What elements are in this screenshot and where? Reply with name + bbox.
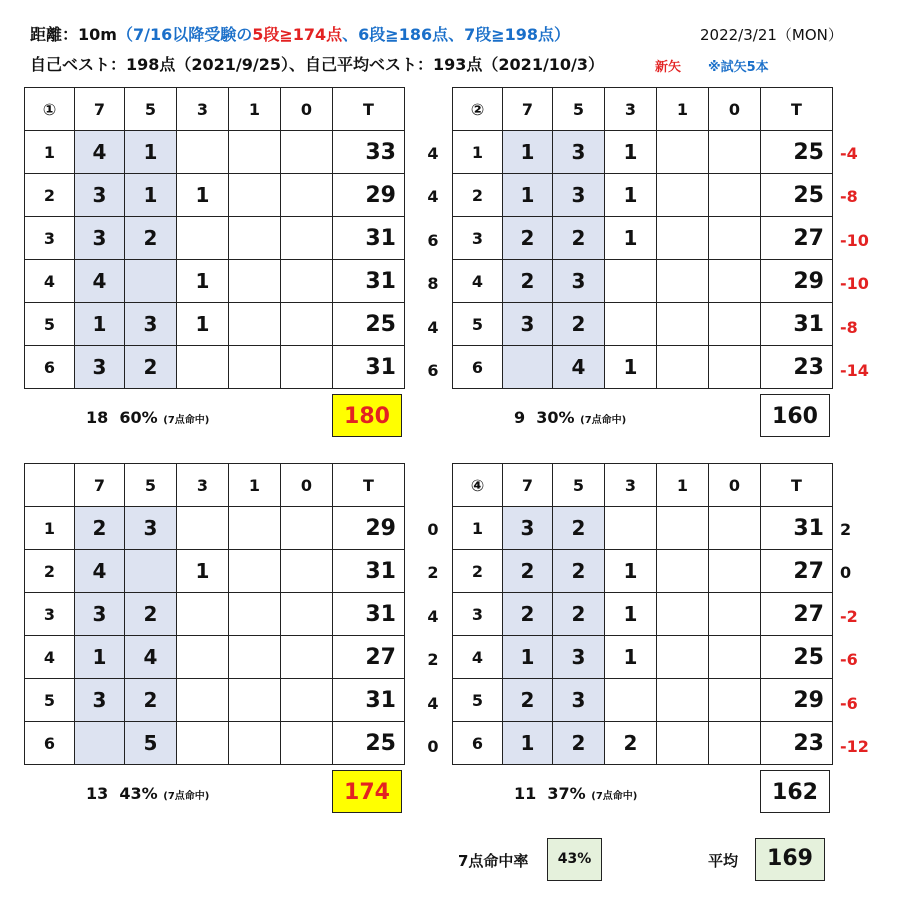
column-header: 5: [553, 88, 605, 131]
hits-count: 11: [514, 783, 537, 803]
count-cell-5: 3: [553, 131, 605, 174]
hit-rate: 37%: [547, 783, 586, 803]
hits-count: 18: [86, 407, 109, 427]
count-cell-1: [657, 550, 709, 593]
count-cell-3: [177, 217, 229, 260]
table-row: [453, 217, 833, 260]
difference-value: -10: [840, 230, 869, 250]
count-cell-3: [177, 593, 229, 636]
end-total: 31: [761, 303, 833, 346]
end-total: 31: [333, 593, 405, 636]
count-cell-1: [229, 346, 281, 389]
row-number: 5: [25, 303, 75, 346]
hit-rate-label: 7点命中率: [458, 852, 529, 870]
table-row: [25, 722, 405, 765]
row-number: 2: [453, 550, 503, 593]
count-cell-1: [657, 346, 709, 389]
round-total: 160: [760, 394, 830, 437]
score-table-2: [452, 87, 833, 389]
count-cell-1: [229, 303, 281, 346]
trial-arrows-label: ※試矢5本: [708, 60, 769, 75]
count-cell-7: 3: [75, 174, 125, 217]
end-total: 31: [761, 507, 833, 550]
table-row: [453, 679, 833, 722]
round-marker: ①: [25, 88, 75, 131]
row-number: 4: [25, 636, 75, 679]
row-number: 6: [453, 346, 503, 389]
count-cell-3: [605, 507, 657, 550]
count-cell-7: 3: [75, 217, 125, 260]
table-row: [25, 550, 405, 593]
count-cell-0: [281, 131, 333, 174]
row-number: 5: [453, 303, 503, 346]
column-header: 0: [709, 88, 761, 131]
count-cell-7: 2: [75, 507, 125, 550]
count-cell-5: 4: [125, 636, 177, 679]
count-cell-7: 2: [503, 260, 553, 303]
side-value: 4: [427, 606, 439, 626]
column-header: T: [761, 464, 833, 507]
table-row: [453, 131, 833, 174]
count-cell-0: [281, 593, 333, 636]
best-line: 自己ベスト：198点（2021/9/25）、自己平均ベスト：193点（2021/10/3）: [30, 55, 605, 74]
count-cell-7: 2: [503, 217, 553, 260]
count-cell-7: 1: [503, 131, 553, 174]
column-header: 7: [75, 88, 125, 131]
column-header: 7: [503, 464, 553, 507]
column-header: 5: [125, 464, 177, 507]
difference-value: -6: [840, 693, 858, 713]
end-total: 27: [761, 550, 833, 593]
count-cell-0: [281, 722, 333, 765]
count-cell-0: [709, 593, 761, 636]
count-cell-3: 1: [605, 346, 657, 389]
difference-values: [840, 508, 890, 769]
count-cell-5: [125, 550, 177, 593]
difference-value: -10: [840, 274, 869, 293]
count-cell-7: [503, 346, 553, 389]
count-cell-3: 1: [605, 131, 657, 174]
table-row: [25, 507, 405, 550]
table-row: [453, 507, 833, 550]
column-header: 1: [657, 88, 709, 131]
count-cell-1: [229, 217, 281, 260]
count-cell-7: 1: [75, 636, 125, 679]
count-cell-3: [177, 346, 229, 389]
new-arrows-label: 新矢: [655, 60, 682, 75]
count-cell-3: 1: [177, 174, 229, 217]
count-cell-0: [709, 346, 761, 389]
table-row: [453, 593, 833, 636]
column-header: 1: [229, 88, 281, 131]
end-total: 27: [761, 217, 833, 260]
table-row: [453, 303, 833, 346]
count-cell-7: 3: [75, 593, 125, 636]
count-cell-5: 2: [125, 346, 177, 389]
hit-rate-note: (7点命中): [591, 790, 638, 802]
end-total: 31: [333, 346, 405, 389]
column-header: 3: [605, 464, 657, 507]
column-header: 0: [709, 464, 761, 507]
row-number: 2: [453, 174, 503, 217]
header-line-1: [30, 22, 570, 45]
count-cell-1: [657, 679, 709, 722]
table-row: [25, 260, 405, 303]
end-total: 25: [333, 303, 405, 346]
table-row: [453, 346, 833, 389]
count-cell-7: 1: [503, 174, 553, 217]
column-header: 3: [177, 464, 229, 507]
difference-values: [840, 132, 890, 393]
count-cell-7: 2: [503, 550, 553, 593]
count-cell-7: 1: [75, 303, 125, 346]
count-cell-1: [229, 722, 281, 765]
difference-value: -8: [840, 187, 858, 206]
difference-value: -2: [840, 606, 858, 626]
round-marker: [25, 464, 75, 507]
count-cell-1: [657, 303, 709, 346]
count-cell-3: [177, 507, 229, 550]
column-header: 0: [281, 464, 333, 507]
round-marker: ②: [453, 88, 503, 131]
count-cell-1: [657, 593, 709, 636]
column-header: 3: [605, 88, 657, 131]
count-cell-0: [709, 550, 761, 593]
count-cell-1: [229, 679, 281, 722]
count-cell-3: 1: [605, 636, 657, 679]
count-cell-5: 4: [553, 346, 605, 389]
count-cell-5: 3: [553, 260, 605, 303]
count-cell-5: 3: [553, 679, 605, 722]
round-total: 180: [332, 394, 402, 437]
count-cell-5: 2: [125, 217, 177, 260]
end-total: 29: [761, 679, 833, 722]
count-cell-5: 2: [553, 593, 605, 636]
count-cell-1: [657, 636, 709, 679]
count-cell-0: [281, 174, 333, 217]
end-total: 25: [761, 174, 833, 217]
table-row: [25, 593, 405, 636]
distance-label: 距離：10m: [30, 25, 117, 44]
end-total: 25: [761, 131, 833, 174]
end-total: 31: [333, 260, 405, 303]
average-value: 169: [755, 838, 825, 881]
count-cell-0: [281, 303, 333, 346]
difference-value: 2: [840, 519, 852, 539]
end-total: 31: [333, 679, 405, 722]
hit-rate: 43%: [119, 783, 158, 803]
count-cell-7: 3: [503, 303, 553, 346]
row-number: 6: [25, 346, 75, 389]
round-total: 162: [760, 770, 830, 813]
table-row: [25, 636, 405, 679]
count-cell-5: 3: [553, 174, 605, 217]
count-cell-5: 2: [553, 507, 605, 550]
count-cell-3: [177, 131, 229, 174]
count-cell-3: [177, 722, 229, 765]
row-number: 1: [453, 507, 503, 550]
count-cell-3: 1: [605, 217, 657, 260]
count-cell-5: 2: [553, 217, 605, 260]
table-row: [25, 679, 405, 722]
count-cell-7: 1: [503, 722, 553, 765]
count-cell-1: [229, 550, 281, 593]
column-header: 5: [553, 464, 605, 507]
count-cell-1: [229, 260, 281, 303]
count-cell-0: [709, 303, 761, 346]
table-row: [25, 131, 405, 174]
count-cell-7: 2: [503, 593, 553, 636]
count-cell-0: [281, 260, 333, 303]
count-cell-1: [229, 131, 281, 174]
side-value: 2: [427, 563, 439, 582]
count-cell-0: [281, 636, 333, 679]
score-table-1: [24, 87, 405, 389]
side-value: 4: [427, 187, 439, 206]
count-cell-5: 2: [125, 593, 177, 636]
count-cell-1: [657, 217, 709, 260]
difference-value: -8: [840, 317, 858, 337]
count-cell-5: 2: [553, 722, 605, 765]
row-number: 6: [453, 722, 503, 765]
count-cell-0: [281, 679, 333, 722]
count-cell-0: [281, 507, 333, 550]
table-row: [25, 217, 405, 260]
table-row: [453, 636, 833, 679]
count-cell-0: [709, 636, 761, 679]
column-header: 7: [75, 464, 125, 507]
count-cell-3: 1: [177, 260, 229, 303]
count-cell-0: [281, 550, 333, 593]
side-value: 6: [427, 230, 439, 250]
end-total: 29: [333, 174, 405, 217]
column-header: 1: [657, 464, 709, 507]
count-cell-3: 1: [605, 550, 657, 593]
count-cell-7: 3: [75, 679, 125, 722]
round-total: 174: [332, 770, 402, 813]
end-total: 31: [333, 550, 405, 593]
count-cell-7: 4: [75, 260, 125, 303]
count-cell-5: 1: [125, 174, 177, 217]
table-row: [25, 174, 405, 217]
count-cell-1: [657, 260, 709, 303]
row-number: 1: [25, 131, 75, 174]
difference-value: -4: [840, 143, 858, 163]
condition-blue: 7/16以降受験の: [132, 25, 253, 44]
end-total: 27: [761, 593, 833, 636]
count-cell-0: [709, 217, 761, 260]
round-summary: [86, 408, 209, 427]
side-value: 4: [427, 693, 439, 713]
count-cell-3: 2: [605, 722, 657, 765]
row-number: 2: [25, 550, 75, 593]
count-cell-5: 2: [125, 679, 177, 722]
round-marker: ④: [453, 464, 503, 507]
row-number: 1: [25, 507, 75, 550]
hits-count: 13: [86, 783, 109, 803]
hit-rate-note: (7点命中): [163, 790, 210, 802]
count-cell-3: [605, 679, 657, 722]
column-header: 0: [281, 88, 333, 131]
count-cell-7: 1: [503, 636, 553, 679]
hit-rate: 30%: [536, 407, 575, 427]
side-value: 8: [427, 274, 439, 293]
side-value: 6: [427, 361, 439, 380]
end-total: 29: [761, 260, 833, 303]
count-cell-5: 3: [125, 507, 177, 550]
count-cell-3: 1: [177, 550, 229, 593]
count-cell-1: [229, 636, 281, 679]
table-row: [25, 303, 405, 346]
end-total: 25: [333, 722, 405, 765]
end-total: 29: [333, 507, 405, 550]
count-cell-0: [281, 217, 333, 260]
round-summary: [86, 784, 209, 803]
column-header: 5: [125, 88, 177, 131]
left-side-values: [418, 132, 448, 393]
score-table-4: [452, 463, 833, 765]
hits-count: 9: [514, 407, 526, 427]
count-cell-3: [605, 303, 657, 346]
score-table-3: [24, 463, 405, 765]
end-total: 31: [333, 217, 405, 260]
count-cell-3: 1: [177, 303, 229, 346]
column-header: T: [761, 88, 833, 131]
side-value: 0: [427, 519, 439, 539]
count-cell-5: 3: [125, 303, 177, 346]
row-number: 4: [453, 636, 503, 679]
table-row: [453, 260, 833, 303]
side-value: 4: [427, 143, 439, 163]
side-value: 0: [427, 737, 439, 756]
round-summary: [514, 784, 637, 803]
count-cell-0: [709, 507, 761, 550]
difference-value: -12: [840, 737, 869, 756]
count-cell-1: [229, 507, 281, 550]
difference-value: 0: [840, 563, 852, 582]
row-number: 4: [25, 260, 75, 303]
row-number: 5: [453, 679, 503, 722]
condition-rest: 、6段≧186点、7段≧198点）: [342, 25, 571, 44]
round-summary: [514, 408, 626, 427]
count-cell-7: 4: [75, 131, 125, 174]
count-cell-3: [177, 679, 229, 722]
side-value: 4: [427, 317, 439, 337]
row-number: 3: [453, 217, 503, 260]
count-cell-3: [605, 260, 657, 303]
count-cell-1: [657, 131, 709, 174]
hit-rate-value: 43%: [547, 838, 602, 881]
column-header: T: [333, 464, 405, 507]
row-number: 3: [453, 593, 503, 636]
count-cell-7: 2: [503, 679, 553, 722]
count-cell-7: 3: [503, 507, 553, 550]
column-header: 7: [503, 88, 553, 131]
row-number: 4: [453, 260, 503, 303]
count-cell-0: [709, 679, 761, 722]
hit-rate-note: (7点命中): [580, 414, 627, 426]
end-total: 33: [333, 131, 405, 174]
average-label: 平均: [708, 852, 739, 870]
date-label: 2022/3/21（MON）: [700, 26, 843, 44]
hit-rate-note: (7点命中): [163, 414, 210, 426]
count-cell-5: 2: [553, 303, 605, 346]
count-cell-3: [177, 636, 229, 679]
count-cell-0: [709, 131, 761, 174]
end-total: 23: [761, 346, 833, 389]
row-number: 5: [25, 679, 75, 722]
row-number: 2: [25, 174, 75, 217]
count-cell-1: [229, 174, 281, 217]
column-header: 3: [177, 88, 229, 131]
count-cell-5: 3: [553, 636, 605, 679]
count-cell-0: [709, 722, 761, 765]
count-cell-5: [125, 260, 177, 303]
column-header: T: [333, 88, 405, 131]
row-number: 1: [453, 131, 503, 174]
hit-rate: 60%: [119, 407, 158, 427]
count-cell-5: 5: [125, 722, 177, 765]
side-value: 2: [427, 650, 439, 669]
count-cell-3: 1: [605, 593, 657, 636]
count-cell-1: [657, 174, 709, 217]
count-cell-7: [75, 722, 125, 765]
end-total: 27: [333, 636, 405, 679]
difference-value: -6: [840, 650, 858, 669]
count-cell-1: [657, 507, 709, 550]
table-row: [453, 174, 833, 217]
left-side-values: [418, 508, 448, 769]
difference-value: -14: [840, 361, 869, 380]
count-cell-5: 1: [125, 131, 177, 174]
row-number: 6: [25, 722, 75, 765]
count-cell-0: [281, 346, 333, 389]
count-cell-1: [657, 722, 709, 765]
end-total: 23: [761, 722, 833, 765]
table-row: [25, 346, 405, 389]
count-cell-0: [709, 260, 761, 303]
table-row: [453, 722, 833, 765]
condition-open: （: [116, 25, 133, 44]
row-number: 3: [25, 217, 75, 260]
count-cell-7: 4: [75, 550, 125, 593]
count-cell-5: 2: [553, 550, 605, 593]
count-cell-1: [229, 593, 281, 636]
count-cell-3: 1: [605, 174, 657, 217]
count-cell-0: [709, 174, 761, 217]
column-header: 1: [229, 464, 281, 507]
count-cell-7: 3: [75, 346, 125, 389]
end-total: 25: [761, 636, 833, 679]
row-number: 3: [25, 593, 75, 636]
table-row: [453, 550, 833, 593]
condition-red: 5段≧174点: [252, 25, 343, 44]
